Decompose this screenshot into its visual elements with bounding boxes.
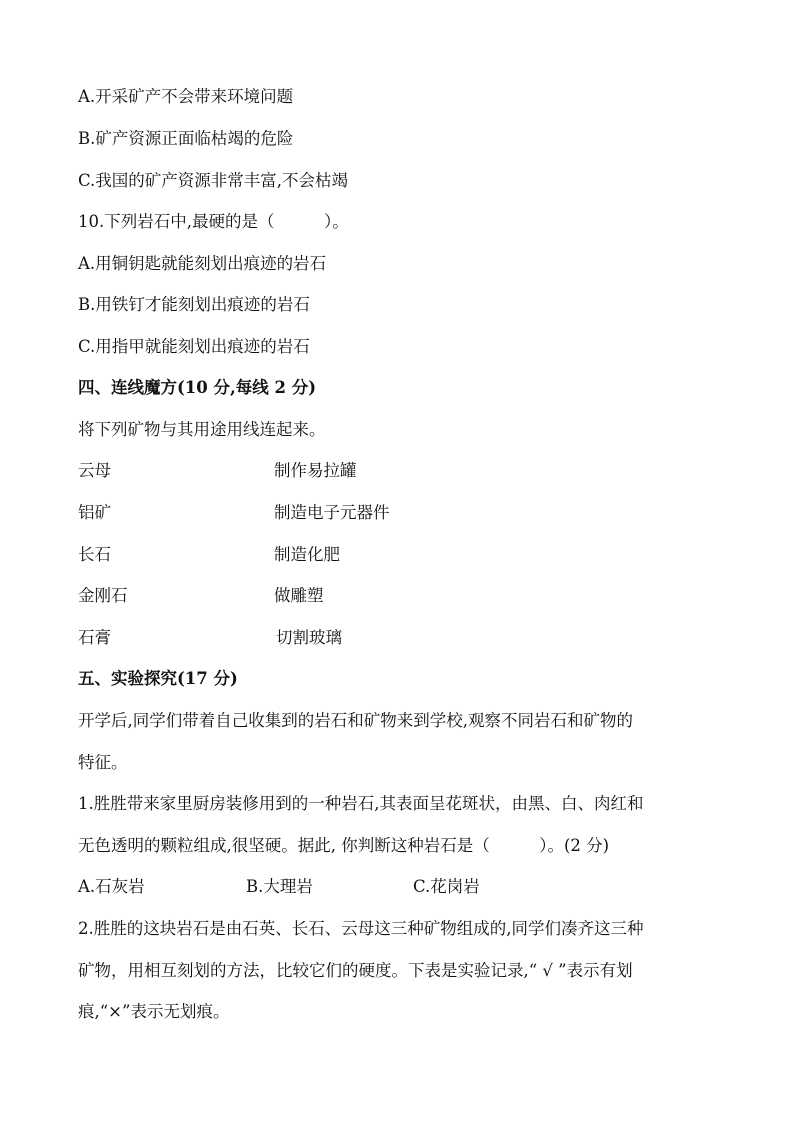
q10-stem: 10.下列岩石中,最硬的是（ ）。: [78, 212, 349, 231]
q9-option-c: C.我国的矿产资源非常丰富,不会枯竭: [78, 171, 349, 190]
q1-option-b: B.大理岩: [246, 877, 313, 896]
q2-text-line3: 痕,“×”表示无划痕。: [78, 1002, 230, 1021]
mineral-item: 铝矿: [78, 503, 111, 522]
use-item: 制造化肥: [274, 545, 340, 564]
mineral-item: 云母: [78, 461, 111, 480]
section4-instruction: 将下列矿物与其用途用线连起来。: [78, 420, 326, 439]
q1-text-line2: 无色透明的颗粒组成,很坚硬。据此, 你判断这种岩石是（ ）。(2 分): [78, 836, 610, 855]
q9-option-b: B.矿产资源正面临枯竭的危险: [78, 129, 294, 148]
q2-text-line2: 矿物，用相互刻划的方法，比较它们的硬度。下表是实验记录,“ √ ”表示有划: [78, 961, 633, 980]
q10-option-b: B.用铁钉才能刻划出痕迹的岩石: [78, 295, 310, 314]
use-item: 切割玻璃: [276, 628, 342, 647]
use-item: 做雕塑: [274, 586, 324, 605]
use-item: 制造电子元器件: [274, 503, 390, 522]
mineral-item: 长石: [78, 545, 111, 564]
q1-option-a: A.石灰岩: [78, 877, 145, 896]
q9-option-a: A.开采矿产不会带来环境问题: [78, 87, 294, 106]
section4-heading: 四、连线魔方(10 分,每线 2 分): [78, 378, 317, 397]
q10-option-a: A.用铜钥匙就能刻划出痕迹的岩石: [78, 254, 327, 273]
q2-text-line1: 2.胜胜的这块岩石是由石英、长石、云母这三种矿物组成的,同学们凑齐这三种: [78, 919, 644, 938]
mineral-item: 金刚石: [78, 586, 128, 605]
mineral-item: 石膏: [78, 628, 111, 647]
section5-intro-line1: 开学后,同学们带着自己收集到的岩石和矿物来到学校,观察不同岩石和矿物的: [78, 711, 633, 730]
section5-intro-line2: 特征。: [78, 753, 128, 772]
section5-heading: 五、实验探究(17 分): [78, 669, 238, 688]
q1-option-c: C.花岗岩: [413, 877, 480, 896]
use-item: 制作易拉罐: [274, 461, 357, 480]
q1-text-line1: 1.胜胜带来家里厨房装修用到的一种岩石,其表面呈花斑状，由黑、白、肉红和: [78, 794, 644, 813]
q10-option-c: C.用指甲就能刻划出痕迹的岩石: [78, 337, 310, 356]
